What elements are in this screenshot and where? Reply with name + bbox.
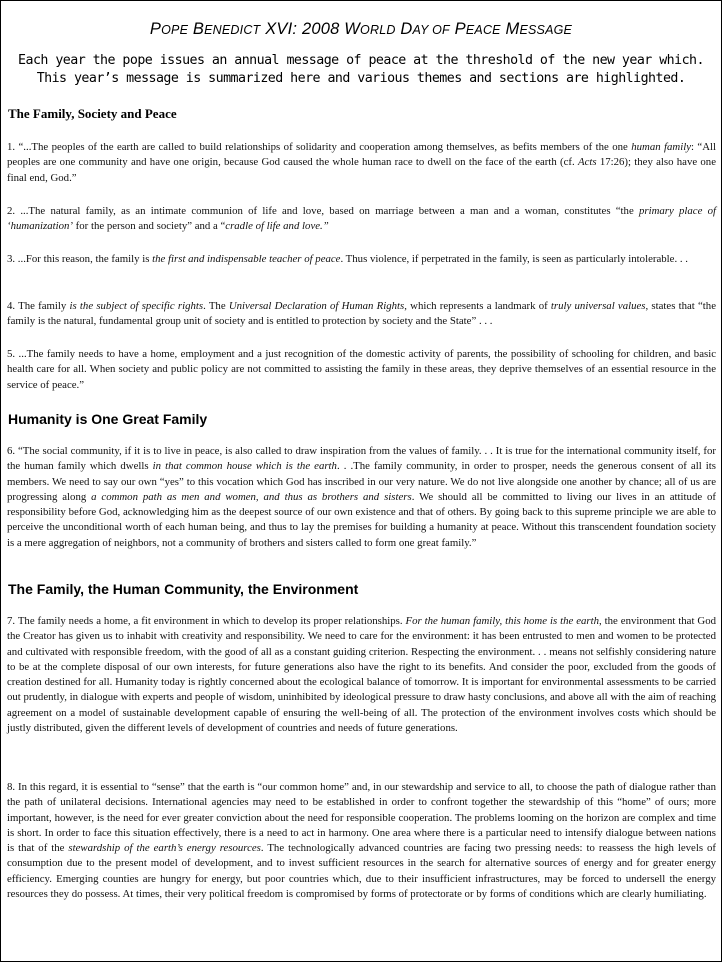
text-run: 2. ...The natural family, as an intimate communion of life and love, based on marriage between a man and a woman, constitutes “the	[7, 205, 639, 217]
italic-text-run: a common path as men and women, and thus as brothers and sisters	[91, 490, 412, 503]
text-run: , the environment that God the Creator has given us to inhabit with creativity and responsibility. We need to care for the environment: it has been entrusted to men and women to be protected and cultivated with responsible freedom, with the good of all as a constant guiding criterion. Respecting the environment. . . means not selfishly considering nature to be at the complete disposal of our own interests, for future generations also have the right to its benefits. And consider the poor, excluded from the goods of creation destined for all. Humanity today is rightly concerned about the ecological balance of tomorrow. It is important for environmental assessments to be carried out prudently, in dialogue with experts and people of wisdom, uninhibited by ideological pressure to draw hasty conclusions, and above all with the aim of reaching agreement on a model of sustainable development capable of ensuring the well-being of all. The protection of the environment involves costs which should be justly distributed, given the different levels of development of countries and needs of future generations.	[7, 615, 717, 735]
paragraph	[7, 780, 716, 902]
text-run: . Thus violence, if perpetrated in the family, is seen as particularly intolerable. . .	[340, 253, 688, 265]
text-run: . . .The family community, in order to prosper, needs the generous consent of all its members. We need to say our own “yes” to this vocation which God has inscribed in our very nature. We do not live alongside one another by chance; all of us are progressing along	[7, 460, 716, 503]
text-run: . The technologically advanced countries are facing two pressing needs: to reassess the high levels of consumption due to the present model of development, and to invest sufficient resources in the search for alternative sources of energy and for greater energy efficiency. Emerging counties are hungry for energy, but poor countries which, due to their insufficient infrastructures, may be forced to undersell the energy resources they do possess. At times, their very political freedom is compromised by forms of protectorate or by forms of conditions which are clearly humiliating.	[7, 842, 716, 901]
text-run: 5. ...The family needs to have a home, employment and a just recognition of the domestic activity of parents, the possibility of schooling for children, and basic health care for all. When society and public policy are not committed to assisting the family in these areas, they deprive themselves of an essential resource in the service of peace.”	[7, 348, 716, 391]
italic-text-run: in that common house which is the earth	[152, 460, 337, 473]
text-run: . The	[203, 300, 229, 312]
intro-line: Each year the pope issues an annual message of peace at the threshold of the new year which.	[18, 53, 704, 68]
text-run: , states that “the family is the natural, fundamental group unit of society and is entitled to protection by society and the State” . . .	[7, 300, 716, 328]
text-run: , which represents a landmark of	[404, 300, 551, 312]
paragraph	[7, 299, 716, 330]
title-word: MESSAGE	[505, 20, 573, 38]
page-title	[1, 20, 721, 39]
italic-text-run: Acts	[577, 156, 597, 169]
italic-text-run: Universal Declaration of Human Rights	[228, 300, 405, 312]
paragraph	[7, 252, 716, 267]
title-word: DAY OF	[400, 20, 450, 38]
title-word: XVI: 2008	[265, 20, 340, 38]
text-run: 3. ...For this reason, the family is	[7, 253, 153, 265]
text-run: . We should all be committed to living our lives in an attitude of responsibility before God, acknowledging him as the deepest source of our own existence and that of others. By going back to this supreme principle we are able to perceive the unconditional worth of each human being, and thus to lay the premises for building a humanity at peace. Without this transcendent foundation society is a mere aggregation of neighbors, not a community of brothers and sisters called to form one great family.”	[7, 490, 717, 549]
title-word: WORLD	[344, 20, 396, 38]
text-run: 6. “The social community, if it is to live in peace, is also called to draw inspiration from the values of family. . . It is true for the international community itself, for the human family which dwells	[7, 445, 716, 473]
paragraph	[7, 444, 716, 551]
title-word: POPE	[149, 20, 189, 38]
paragraph	[7, 347, 716, 393]
text-run: 7. The family needs a home, a fit environment in which to develop its proper relationships.	[7, 615, 406, 627]
text-run: 4. The family	[7, 300, 70, 312]
section-heading-family-community-environment: The Family, the Human Community, the Environment	[8, 581, 359, 597]
italic-text-run: For the human family, this home is the earth	[405, 615, 600, 627]
paragraph	[7, 204, 716, 235]
intro-text	[5, 52, 717, 88]
paragraph	[7, 140, 716, 186]
section-heading-humanity-one-family: Humanity is One Great Family	[8, 411, 208, 427]
italic-text-run: human family	[631, 141, 691, 153]
italic-text-run: stewardship of the earth’s energy resources	[68, 842, 261, 855]
italic-text-run: is the subject of specific rights	[69, 300, 204, 312]
text-run: for the person and society” and a “	[72, 220, 226, 233]
intro-line: This year’s message is summarized here and various themes and sections are highlighted.	[36, 71, 686, 86]
text-run: : “All peoples are one community and have one origin, because God caused the whole human race to dwell on the face of the earth (cf.	[7, 141, 716, 169]
text-run: 17:26); they also have one final end, God.”	[7, 156, 716, 184]
italic-text-run: truly universal values	[550, 300, 646, 312]
text-run: 1. “...The peoples of the earth are called to build relationships of solidarity and cooperation among themselves, as befits members of the one	[7, 141, 632, 153]
italic-text-run: the first and indispensable teacher of peace	[152, 253, 341, 265]
text-run: 8. In this regard, it is essential to “sense” that the earth is “our common home” and, in our stewardship and service to all, to choose the path of dialogue rather than the path of unilateral decisions. International agencies may need to be established in order to confront together the stewardship of this “home” of ours; more important, however, is the need for ever greater conviction about the need for responsible cooperation. The problems looming on the horizon are complex and time is short. In order to face this situation effectively, there is a need to act in harmony. One area where there is a particular need to intensify dialogue between nations is that of the	[7, 781, 716, 855]
title-word: PEACE	[454, 20, 501, 38]
italic-text-run: primary place of ‘humanization’	[7, 205, 716, 233]
paragraph	[7, 614, 716, 736]
section-heading-family-society-peace: The Family, Society and Peace	[8, 106, 177, 121]
italic-text-run: cradle of life and love.”	[225, 220, 329, 233]
title-word: BENEDICT	[192, 20, 261, 38]
